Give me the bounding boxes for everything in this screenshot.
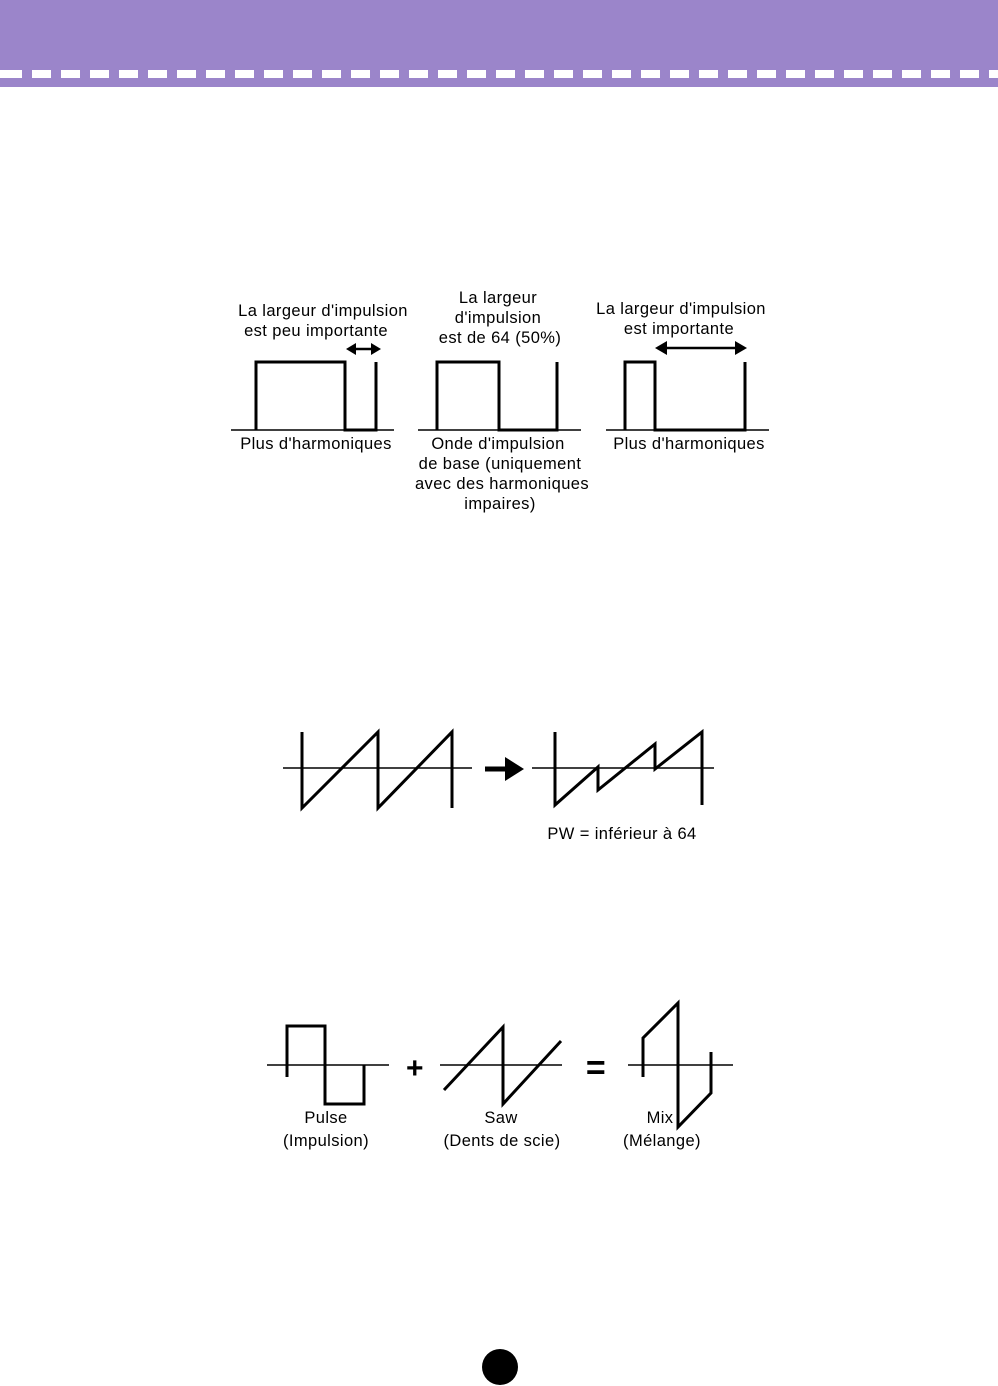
saw-label: Saw <box>484 1109 518 1127</box>
pulse-narrow-top-label-line2: est peu importante <box>244 322 388 340</box>
mix-label: Mix <box>646 1109 674 1127</box>
pulse-square-top-label-line2: d'impulsion <box>454 309 542 327</box>
pulse-wide-top-label-line2: est importante <box>623 320 735 338</box>
plus-sign: + <box>406 1052 424 1085</box>
pulse-narrow-top-label-line1: La largeur d'impulsion <box>238 302 408 320</box>
page-number-dot <box>482 1349 518 1385</box>
pulse-label-translation: (Impulsion) <box>282 1132 370 1150</box>
pulse-square-bottom-label-line4: impaires) <box>464 495 536 513</box>
pulse-wide-top-label-line1: La largeur d'impulsion <box>596 300 766 318</box>
mix-label-translation: (Mélange) <box>623 1132 701 1150</box>
pulse-square-top-label-line3: est de 64 (50%) <box>438 329 562 347</box>
pulse-square-bottom-label-line2: de base (uniquement <box>418 455 582 473</box>
pulse-wide-bottom-label: Plus d'harmoniques <box>613 435 765 453</box>
pulse-square-bottom-label-line3: avec des harmoniques <box>414 475 590 493</box>
pulse-square-top-label-line1: La largeur <box>458 289 538 307</box>
equals-sign: = <box>585 1049 607 1087</box>
saw-pw-caption: PW = inférieur à 64 <box>547 825 697 843</box>
pulse-label: Pulse <box>304 1109 348 1127</box>
pulse-square-bottom-label-line1: Onde d'impulsion <box>431 435 565 453</box>
saw-label-translation: (Dents de scie) <box>443 1132 561 1150</box>
pulse-narrow-bottom-label: Plus d'harmoniques <box>240 435 392 453</box>
